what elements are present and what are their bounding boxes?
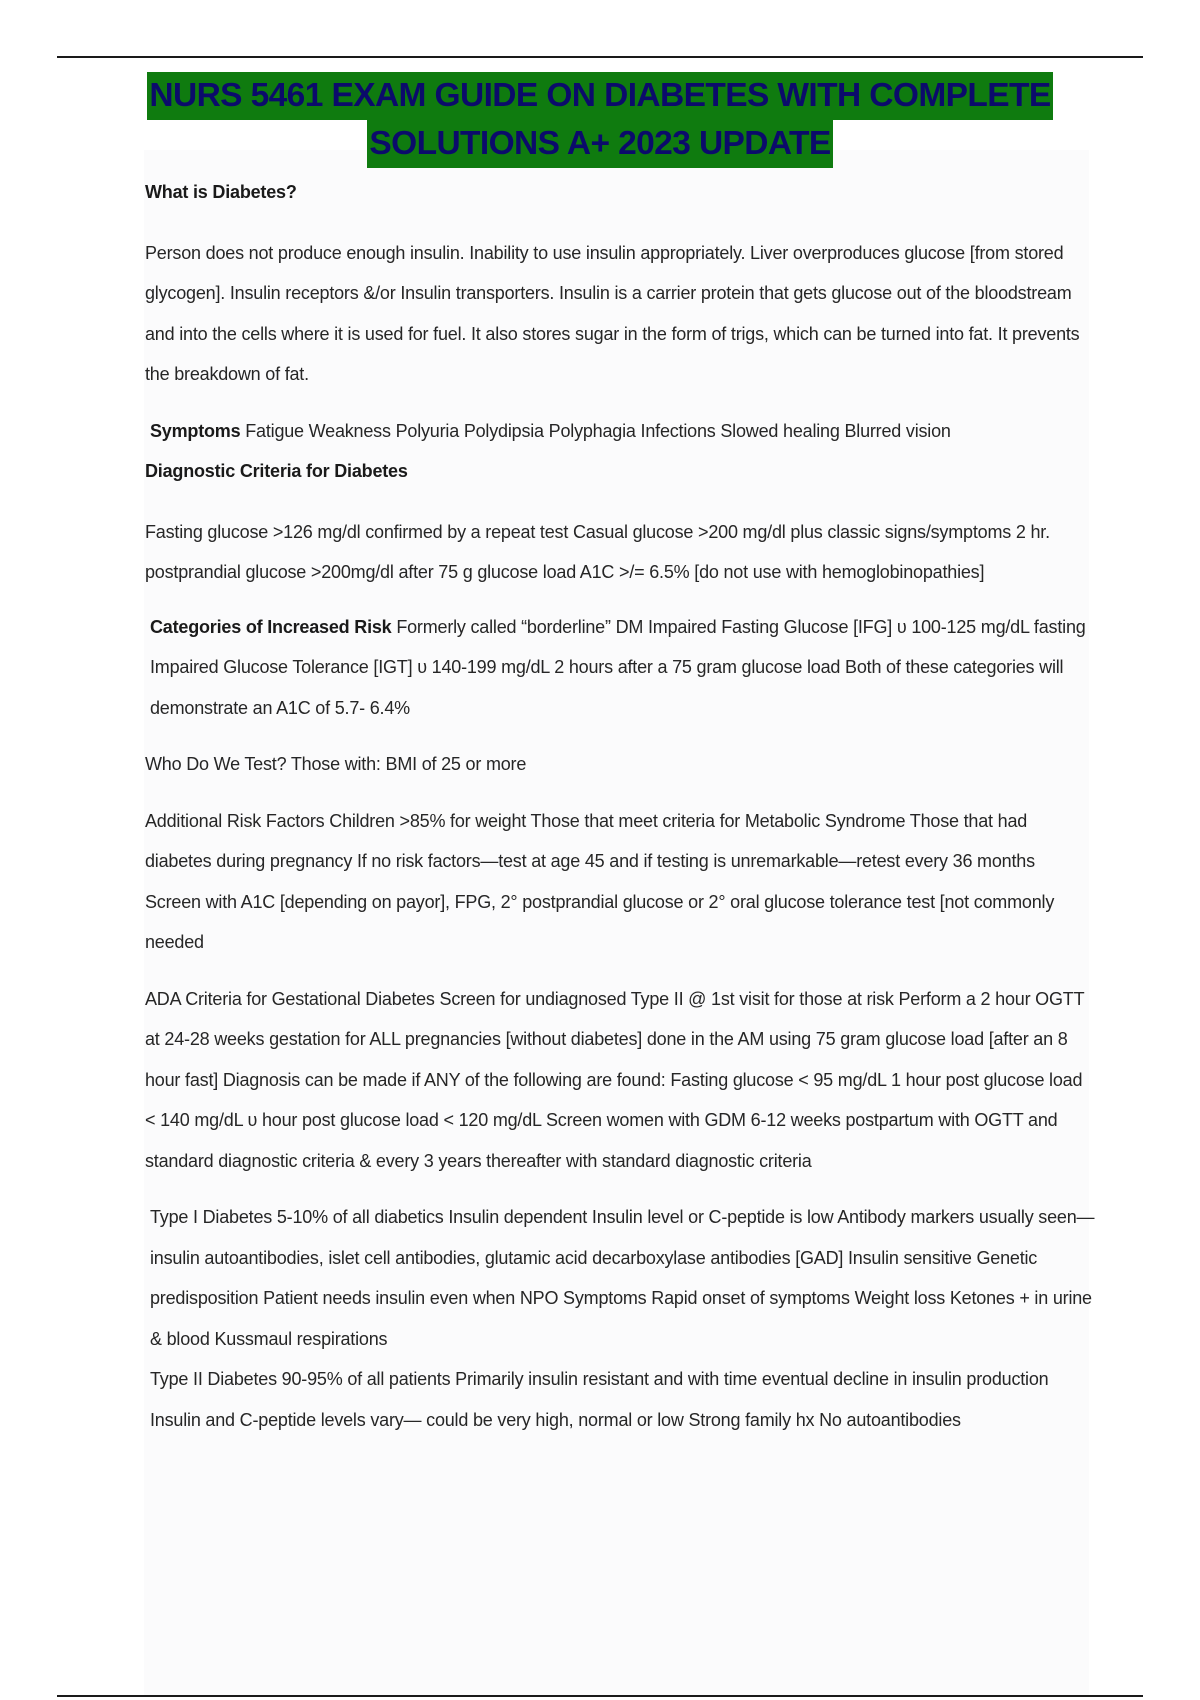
symptoms-list: Fatigue Weakness Polyuria Polydipsia Polyphagia Infections Slowed healing Blurred vision bbox=[245, 420, 951, 441]
title-line-1: NURS 5461 EXAM GUIDE ON DIABETES WITH COMPLETE bbox=[147, 72, 1052, 120]
type-2-diabetes-paragraph: Type II Diabetes 90-95% of all patients Primarily insulin resistant and with time eventual decline in insulin production Insulin and C-peptide levels vary— could be very high, normal or low Strong family hx No autoantibodies bbox=[150, 1369, 1049, 1430]
symptoms-heading: Symptoms bbox=[150, 420, 241, 441]
document-title bbox=[0, 72, 1200, 168]
bottom-rule bbox=[57, 1695, 1143, 1697]
diagnostic-criteria-heading: Diagnostic Criteria for Diabetes bbox=[145, 461, 408, 481]
ada-gestational-criteria-paragraph: ADA Criteria for Gestational Diabetes Screen for undiagnosed Type II @ 1st visit for those at risk Perform a 2 hour OGTT at 24-28 weeks gestation for ALL pregnancies [without diabetes] done in the AM using 75 gram glucose load [after an 8 hour fast] Diagnosis can be made if ANY of the following are found: Fasting glucose < 95 mg/dL 1 hour post glucose load < 140 mg/dL υ hour post glucose load < 120 mg/dL Screen women with GDM 6-12 weeks postpartum with OGTT and standard diagnostic criteria & every 3 years thereafter with standard diagnostic criteria bbox=[145, 988, 1085, 1171]
symptoms-paragraph bbox=[145, 411, 1095, 452]
categories-risk-heading: Categories of Increased Risk bbox=[150, 616, 392, 637]
title-line-2: SOLUTIONS A+ 2023 UPDATE bbox=[367, 120, 832, 168]
additional-risk-factors-paragraph: Additional Risk Factors Children >85% for weight Those that meet criteria for Metabolic Syndrome Those that had diabetes during pregnancy If no risk factors—test at age 45 and if testing is unremarkable—retest every 36 months Screen with A1C [depending on payor], FPG, 2° postprandial glucose or 2° oral glucose tolerance test [not commonly needed bbox=[145, 810, 1055, 952]
categories-risk-text: Formerly called “borderline” DM Impaired Fasting Glucose [IFG] υ 100-125 mg/dL fasting Impaired Glucose Tolerance [IGT] υ 140-199 mg/dL 2 hours after a 75 gram glucose load Both of these categories will demonstrate an A1C of 5.7- 6.4% bbox=[150, 616, 1086, 718]
what-is-diabetes-paragraph: Person does not produce enough insulin. Inability to use insulin appropriately. Liver overproduces glucose [from stored glycogen]. Insulin receptors &/or Insulin transporters. Insulin is a carrier protein that gets glucose out of the bloodstream and into the cells where it is used for fuel. It also stores sugar in the form of trigs, which can be turned into fat. It prevents the breakdown of fat. bbox=[145, 242, 1080, 384]
type-1-diabetes-paragraph: Type I Diabetes 5-10% of all diabetics Insulin dependent Insulin level or C-peptide is low Antibody markers usually seen—insulin autoantibodies, islet cell antibodies, glutamic acid decarboxylase antibodies [GAD] Insulin sensitive Genetic predisposition Patient needs insulin even when NPO Symptoms Rapid onset of symptoms Weight loss Ketones + in urine & blood Kussmaul respirations bbox=[150, 1207, 1095, 1349]
diagnostic-criteria-paragraph: Fasting glucose >126 mg/dl confirmed by a repeat test Casual glucose >200 mg/dl plus classic signs/symptoms 2 hr. postprandial glucose >200mg/dl after 75 g glucose load A1C >/= 6.5% [do not use with hemoglobinopathies] bbox=[145, 521, 1050, 582]
top-rule bbox=[57, 56, 1143, 58]
who-do-we-test-paragraph: Who Do We Test? Those with: BMI of 25 or more bbox=[145, 754, 527, 774]
document-content bbox=[145, 172, 1095, 1440]
what-is-diabetes-heading: What is Diabetes? bbox=[145, 182, 297, 202]
categories-risk-paragraph bbox=[145, 607, 1095, 729]
